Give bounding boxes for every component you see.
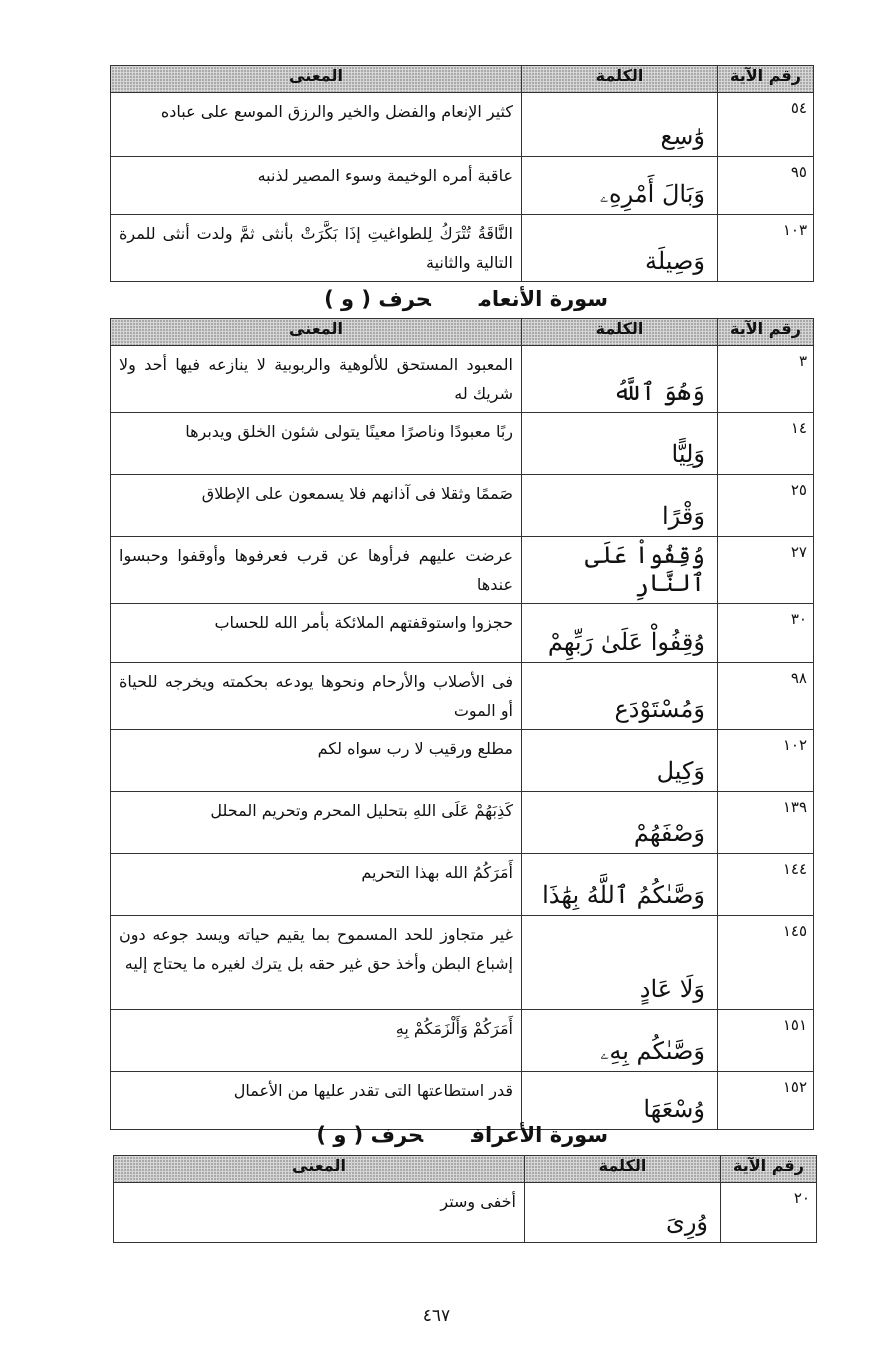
word-meaning: ربًا معبودًا وناصرًا معينًا يتولى شئون الخلق ويدبرها: [111, 413, 522, 475]
word-meaning: غير متجاوز للحد المسموح بما يقيم حياته ويسد جوعه دون إشباع البطن وأخذ حق غير حقه بل يترك لغيره ما يحتاج إليه: [111, 916, 522, 1010]
ayah-number: ٣٠: [718, 604, 814, 663]
word-meaning: المعبود المستحق للألوهية والربوبية لا ينازعه فيها أحد ولا شريك له: [111, 346, 522, 413]
quran-word: وَكِيل: [522, 730, 718, 792]
ayah-number: ١٥١: [718, 1010, 814, 1072]
table-row: [111, 730, 814, 792]
page-number: ٤٦٧: [422, 1306, 451, 1326]
ayah-number: ٣: [718, 346, 814, 413]
quran-word: وُقِفُواْ عَلَىٰ رَبِّهِمْ: [522, 604, 718, 663]
table-row: [111, 346, 814, 413]
ayah-number: ٢٠: [721, 1183, 817, 1243]
ayah-number: ١٠٣: [718, 215, 814, 282]
table-row: [111, 663, 814, 730]
word-meaning: عاقبة أمره الوخيمة وسوء المصير لذنبه: [111, 157, 522, 215]
word-meaning: فى الأصلاب والأرحام ونحوها يودعه بحكمته ويخرجه للحياة أو الموت: [111, 663, 522, 730]
table-row: [111, 475, 814, 537]
quran-word: وَلَا عَادٍ: [522, 916, 718, 1010]
header-ayah: رقم الآية: [718, 66, 814, 93]
table-row: [111, 215, 814, 282]
ayah-number: ١٤٤: [718, 854, 814, 916]
quran-word: وَهُوَ ٱللَّهُ: [522, 346, 718, 413]
table-row: [111, 537, 814, 604]
word-meaning: أَمَرَكُمْ وَأَلْزَمَكُمْ بِهِ: [111, 1010, 522, 1072]
table-header-row: [114, 1156, 817, 1183]
table-surah-maidah: [110, 65, 814, 282]
surah-name: سورة الأنعام: [478, 287, 608, 311]
word-meaning: عرضت عليهم فرأوها عن قرب فعرفوها وأوقفوا وحبسوا عندها: [111, 537, 522, 604]
table-row: [111, 854, 814, 916]
table-row: [111, 792, 814, 854]
word-meaning: النَّاقَةُ تُتْرَكُ لِلطواغيتِ إذَا بَكَّرَتْ بأنثى ثمَّ ولدت أنثى للمرة التالية والثانية: [111, 215, 522, 282]
table-surah-anam: [110, 318, 814, 1130]
ayah-number: ٢٥: [718, 475, 814, 537]
header-meaning: المعنى: [111, 319, 522, 346]
ayah-number: ٢٧: [718, 537, 814, 604]
quran-word: وَصَّىٰكُم بِهِۦ: [522, 1010, 718, 1072]
quran-word: وَصِيلَة: [522, 215, 718, 282]
table-row: [111, 413, 814, 475]
section-heading-anam: [324, 287, 608, 311]
table-row: [111, 157, 814, 215]
header-meaning: المعنى: [114, 1156, 525, 1183]
ayah-number: ١٣٩: [718, 792, 814, 854]
quran-word: وَلِيًّا: [522, 413, 718, 475]
quran-word: وَبَالَ أَمْرِهِۦ: [522, 157, 718, 215]
word-meaning: كثير الإنعام والفضل والخير والرزق الموسع على عباده: [111, 93, 522, 157]
word-meaning: قدر استطاعتها التى تقدر عليها من الأعمال: [111, 1072, 522, 1130]
header-meaning: المعنى: [111, 66, 522, 93]
table-row: [111, 1072, 814, 1130]
header-word: الكلمة: [522, 66, 718, 93]
ayah-number: ١٠٢: [718, 730, 814, 792]
section-heading-araf: [316, 1123, 608, 1147]
quran-word: وَصَّىٰكُمُ ٱللَّهُ بِهَٰذَا: [522, 854, 718, 916]
ayah-number: ١٥٢: [718, 1072, 814, 1130]
table-header-row: [111, 66, 814, 93]
header-ayah: رقم الآية: [721, 1156, 817, 1183]
ayah-number: ١٤: [718, 413, 814, 475]
quran-word: وُسْعَهَا: [522, 1072, 718, 1130]
table-surah-araf: [113, 1155, 817, 1243]
word-meaning: حجزوا واستوقفتهم الملائكة بأمر الله للحساب: [111, 604, 522, 663]
word-meaning: كَذِبَهُمْ عَلَى اللهِ بتحليل المحرم وتحريم المحلل: [111, 792, 522, 854]
word-meaning: مطلع ورقيب لا رب سواه لكم: [111, 730, 522, 792]
table-row: [111, 1010, 814, 1072]
quran-word: وَٰسِع: [522, 93, 718, 157]
word-meaning: صَممًا وثقلا فى آذانهم فلا يسمعون على الإطلاق: [111, 475, 522, 537]
quran-word: وُقِفُواْ عَلَى ٱلنَّارِ: [522, 537, 718, 604]
header-ayah: رقم الآية: [718, 319, 814, 346]
table-row: [111, 916, 814, 1010]
quran-word: وَمُسْتَوْدَع: [522, 663, 718, 730]
surah-name: سورة الأعراف: [471, 1123, 608, 1147]
quran-word: وَصْفَهُمْ: [522, 792, 718, 854]
ayah-number: ٩٥: [718, 157, 814, 215]
header-word: الكلمة: [522, 319, 718, 346]
table-row: [114, 1183, 817, 1243]
quran-word: وَقْرًا: [522, 475, 718, 537]
table-row: [111, 93, 814, 157]
table-row: [111, 604, 814, 663]
ayah-number: ٩٨: [718, 663, 814, 730]
quran-word: وُرِىَ: [525, 1183, 721, 1243]
word-meaning: أَمَرَكُمُ الله بهذا التحريم: [111, 854, 522, 916]
ayah-number: ١٤٥: [718, 916, 814, 1010]
letter-label: حرف ( و ): [324, 287, 431, 311]
word-meaning: أخفى وستر: [114, 1183, 525, 1243]
letter-label: حرف ( و ): [316, 1123, 424, 1147]
table-header-row: [111, 319, 814, 346]
header-word: الكلمة: [525, 1156, 721, 1183]
ayah-number: ٥٤: [718, 93, 814, 157]
